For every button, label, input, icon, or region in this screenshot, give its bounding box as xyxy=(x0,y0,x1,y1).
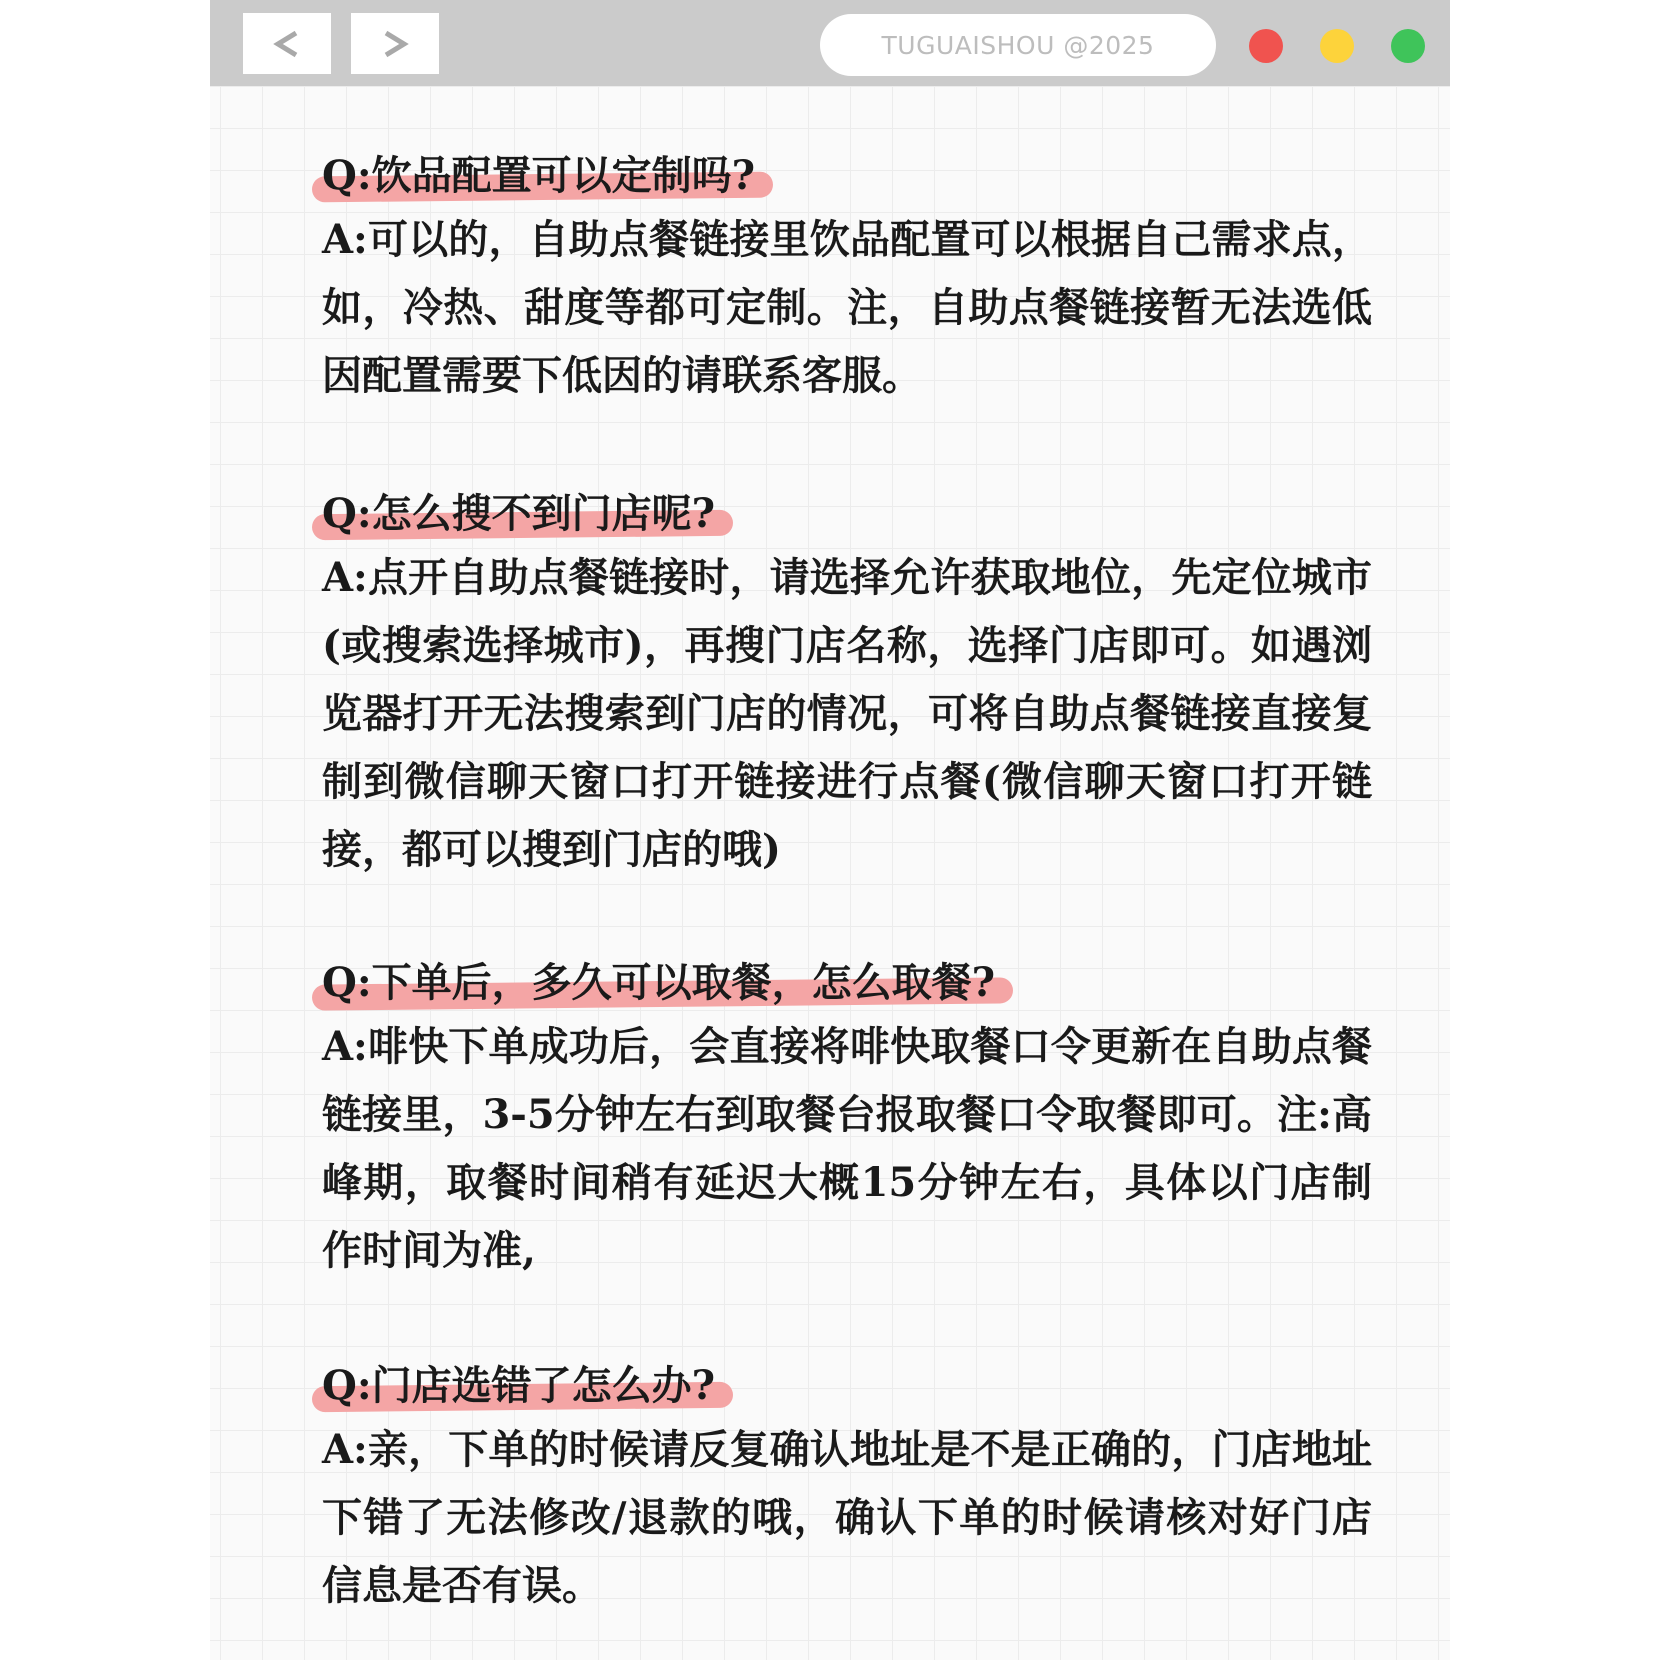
faq-item xyxy=(322,148,1372,410)
faq-answer: A:点开自助点餐链接时，请选择允许获取地位，先定位城市(或搜索选择城市)，再搜门店名称，选择门店即可。如遇浏览器打开无法搜索到门店的情况，可将自助点餐链接直接复制到微信聊天窗口打开链接进行点餐(微信聊天窗口打开链接，都可以搜到门店的哦) xyxy=(322,554,1372,873)
faq-question: Q:下单后，多久可以取餐，怎么取餐? xyxy=(322,955,1013,1011)
close-window-dot[interactable] xyxy=(1249,29,1283,63)
chevron-right-icon xyxy=(378,27,412,61)
faq-answer: A:可以的，自助点餐链接里饮品配置可以根据自己需求点，如，冷热、甜度等都可定制。注，自助点餐链接暂无法选低因配置需要下低因的请联系客服。 xyxy=(322,216,1372,399)
address-bar[interactable] xyxy=(820,14,1216,76)
minimize-window-dot[interactable] xyxy=(1320,29,1354,63)
faq-question: Q:怎么搜不到门店呢? xyxy=(322,486,733,542)
faq-item xyxy=(322,1358,1372,1620)
faq-item xyxy=(322,486,1372,884)
browser-titlebar xyxy=(210,0,1450,86)
chevron-left-icon xyxy=(270,27,304,61)
back-button[interactable] xyxy=(243,13,331,74)
forward-button[interactable] xyxy=(351,13,439,74)
faq-question: Q:饮品配置可以定制吗? xyxy=(322,148,773,204)
address-text: TUGUAISHOU @2025 xyxy=(881,30,1155,60)
faq-question: Q:门店选错了怎么办? xyxy=(322,1358,733,1414)
faq-item xyxy=(322,955,1372,1285)
browser-window xyxy=(210,0,1450,1660)
faq-answer: A:啡快下单成功后，会直接将啡快取餐口令更新在自助点餐链接里，3-5分钟左右到取餐台报取餐口令取餐即可。注:高峰期，取餐时间稍有延迟大概15分钟左右，具体以门店制作时间为准, xyxy=(322,1023,1372,1274)
maximize-window-dot[interactable] xyxy=(1391,29,1425,63)
faq-answer: A:亲，下单的时候请反复确认地址是不是正确的，门店地址下错了无法修改/退款的哦，确认下单的时候请核对好门店信息是否有误。 xyxy=(322,1426,1372,1609)
